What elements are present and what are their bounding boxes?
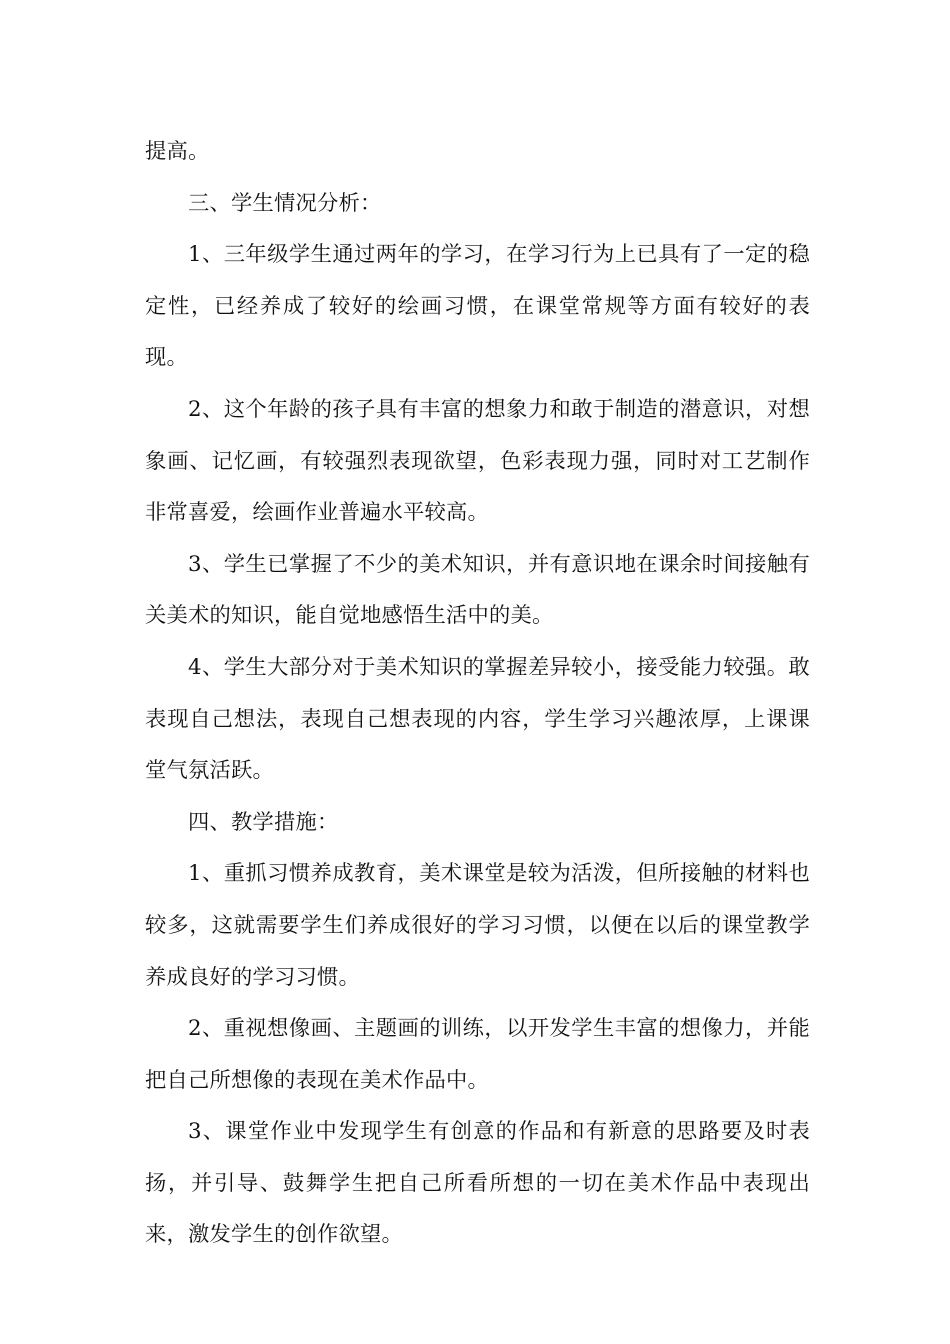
paragraph-analysis-2: 2、这个年龄的孩子具有丰富的想象力和敢于制造的潜意识，对想象画、记忆画，有较强烈表现欲望，色彩表现力强，同时对工艺制作非常喜爱，绘画作业普遍水平较高。 [145, 396, 810, 526]
paragraph-measure-3: 3、课堂作业中发现学生有创意的作品和有新意的思路要及时表扬，并引导、鼓舞学生把自己所看所想的一切在美术作品中表现出来，激发学生的创作欲望。 [145, 1119, 810, 1248]
document-body [145, 126, 810, 1261]
paragraph-analysis-4: 4、学生大部分对于美术知识的掌握差异较小，接受能力较强。敢表现自己想法，表现自己想表现的内容，学生学习兴趣浓厚，上课课堂气氛活跃。 [145, 654, 810, 784]
paragraph-measure-1: 1、重抓习惯养成教育，美术课堂是较为活泼，但所接触的材料也较多，这就需要学生们养成很好的学习习惯，以便在以后的课堂教学养成良好的学习习惯。 [145, 861, 810, 990]
section-heading-teaching-measures: 四、教学措施： [188, 809, 339, 835]
paragraph-analysis-1: 1、三年级学生通过两年的学习，在学习行为上已具有了一定的稳定性，已经养成了较好的绘画习惯，在课堂常规等方面有较好的表现。 [145, 242, 810, 371]
section-heading-student-analysis: 三、学生情况分析： [188, 190, 382, 216]
paragraph-continuation: 提高。 [145, 139, 210, 164]
paragraph-measure-2: 2、重视想像画、主题画的训练，以开发学生丰富的想像力，并能把自己所想像的表现在美术作品中。 [145, 1016, 810, 1093]
paragraph-analysis-3: 3、学生已掌握了不少的美术知识，并有意识地在课余时间接触有关美术的知识，能自觉地感悟生活中的美。 [145, 551, 810, 629]
